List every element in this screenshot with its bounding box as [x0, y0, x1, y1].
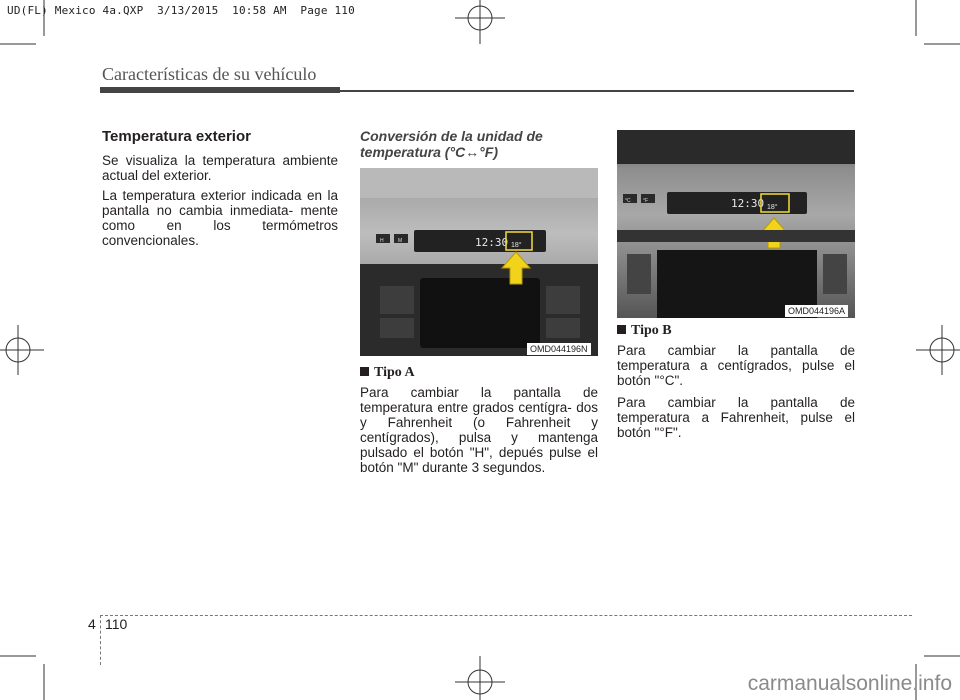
photo-type-a [360, 168, 598, 356]
button-f-label: °F [643, 198, 649, 204]
display-temperature: 18° [767, 204, 778, 211]
button-h-label: H [380, 238, 384, 244]
paragraph-type-b-2: Para cambiar la pantalla de temperatura a Fahrenheit, pulse el botón "°F". [617, 395, 855, 440]
printer-slug: UD(FL) Mexico 4a.QXP 3/13/2015 10:58 AM Page 110 [7, 4, 355, 17]
paragraph-type-b-1: Para cambiar la pantalla de temperatura a centígrados, pulse el botón "°C". [617, 343, 855, 388]
photo-caption-b: OMD044196A [785, 305, 848, 317]
paragraph-outdoor-1: Se visualiza la temperatura ambiente actual del exterior. [102, 153, 338, 183]
photo-caption-a: OMD044196N [527, 343, 591, 355]
section-number: 4 [88, 616, 96, 632]
type-a-label: Tipo A [360, 365, 415, 381]
paragraph-outdoor-2: La temperatura exterior indicada en la pantalla no cambia inmediata- mente como en los termómetros convencionales. [102, 188, 338, 248]
footer-divider [100, 615, 101, 665]
display-temperature: 18° [511, 242, 522, 249]
footer-rule [100, 615, 912, 616]
header-rule [340, 90, 854, 92]
button-m-label: M [398, 238, 403, 244]
section-heading-unit-conversion: Conversión de la unidad de temperatura (°C↔°F) [360, 128, 543, 160]
paragraph-type-a: Para cambiar la pantalla de temperatura entre grados centígra- dos y Fahrenheit (o Fahrenheit y centígrados), pulsa y mantenga pulsado el botón "H", depués pulse el botón "M" durante 3 segundos. [360, 385, 598, 475]
display-time: 12:30 [731, 197, 765, 210]
bullet-square-icon [617, 325, 626, 334]
photo-type-b [617, 130, 855, 318]
header-bar [100, 87, 340, 93]
watermark: carmanualsonline.info [747, 672, 952, 695]
section-heading-outdoor-temperature: Temperatura exterior [102, 128, 251, 145]
bullet-square-icon [360, 367, 369, 376]
type-b-label: Tipo B [617, 323, 672, 339]
button-c-label: °C [625, 198, 631, 204]
page-number: 110 [105, 616, 128, 632]
display-time: 12:30 [475, 236, 509, 249]
chapter-header: Características de su vehículo [102, 64, 317, 84]
